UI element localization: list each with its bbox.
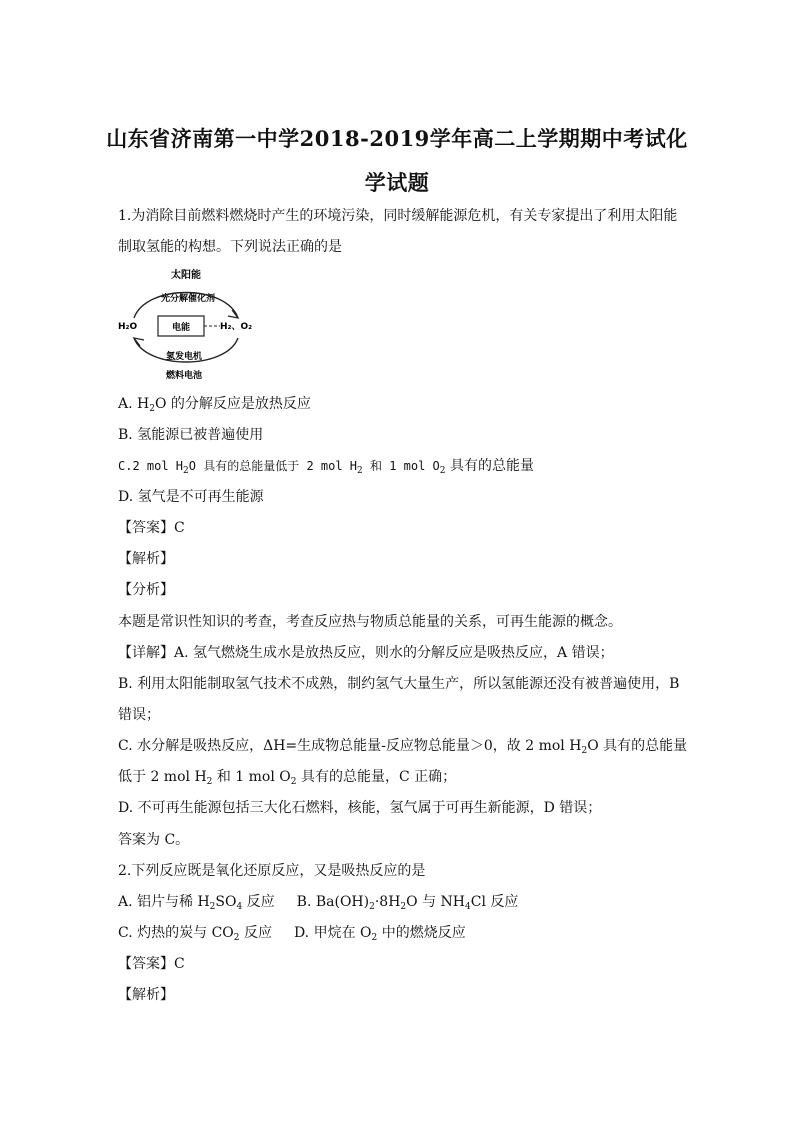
q1-option-d: D. 氢气是不可再生能源 [118,489,264,505]
q1-fenxi-text: 本题是常识性知识的考查，考查反应热与物质总能量的关系，可再生能源的概念。 [118,614,622,630]
q1-analysis-heading: 【解析】 [118,551,174,567]
diagram-top-arrow-label: 光分解催化剂 [160,294,216,304]
q2-option-d: D. 甲烷在 $O_2$ 中的燃烧反应 [293,925,466,943]
diagram-left-label: H₂O [118,322,138,332]
q2-options-cd [118,923,466,948]
q1-detail-b-line2: 错误； [118,707,160,723]
q2-options-ab [118,892,518,917]
q2-stem: 2.下列反应既是氧化还原反应，又是吸热反应的是 [118,863,426,879]
q1-stem-line1: 1.为消除目前燃料燃烧时产生的环境污染，同时缓解能源危机，有关专家提出了利用太阳能 [118,208,678,224]
q2-option-a: A. 铝片与稀 $H_2SO_4$ 反应 [118,894,275,912]
q1-detail-c-line2: 低于 2 mol $H_2$ 和 1 mol $O_2$ 具有的总能量，C 正确； [118,769,457,787]
q1-conclusion: 答案为 C。 [118,832,190,848]
q1-detail-c-line1: C. 水分解是吸热反应，ΔH=生成物总能量-反应物总能量＞0，故 2 mol $H_2O$ 具有的总能量 [118,738,688,756]
q2-option-b: B. $Ba(OH)_2\cdot 8H_2O$ 与 $NH_4Cl$ 反应 [296,894,519,912]
document-title-line2: 学试题 [364,170,430,195]
q2-option-c: C. 灼热的炭与 $CO_2$ 反应 [118,925,272,943]
q1-option-a: A. $H_2O$ 的分解反应是放热反应 [118,396,311,414]
q1-option-c: C.2 mol $H_2O$ 具有的总能量低于 2 mol $H_2$ 和 1 mol $O_2$ 具有的总能量 [118,458,534,476]
q1-detail-d: D. 不可再生能源包括三大化石燃料，核能，氢气属于可再生新能源，D 错误； [118,800,602,816]
q2-answer: 【答案】C [118,956,185,972]
diagram-bottom-label2: 燃料电池 [165,371,203,381]
q1-stem-line2: 制取氢能的构想。下列说法正确的是 [118,239,342,255]
q1-detail-a: 【详解】A. 氢气燃烧生成水是放热反应，则水的分解反应是吸热反应，A 错误； [118,645,614,661]
diagram-right-label: H₂、O₂ [220,322,253,332]
q2-analysis-heading: 【解析】 [118,987,174,1003]
q1-answer: 【答案】C [118,520,185,536]
q1-detail-b-line1: B. 利用太阳能制取氢气技术不成熟，制约氢气大量生产，所以氢能源还没有被普遍使用，B [118,676,680,692]
q1-option-b: B. 氢能源已被普遍使用 [118,427,264,443]
diagram-center-label: 电能 [171,323,191,333]
diagram-bottom-label1: 氢发电机 [165,352,203,362]
solar-hydrogen-cycle-diagram [116,266,256,386]
diagram-top-label: 太阳能 [171,270,201,281]
q1-fenxi-heading: 【分析】 [118,582,174,598]
document-title-line1: 山东省济南第一中学2018-2019学年高二上学期期中考试化 [106,126,688,151]
